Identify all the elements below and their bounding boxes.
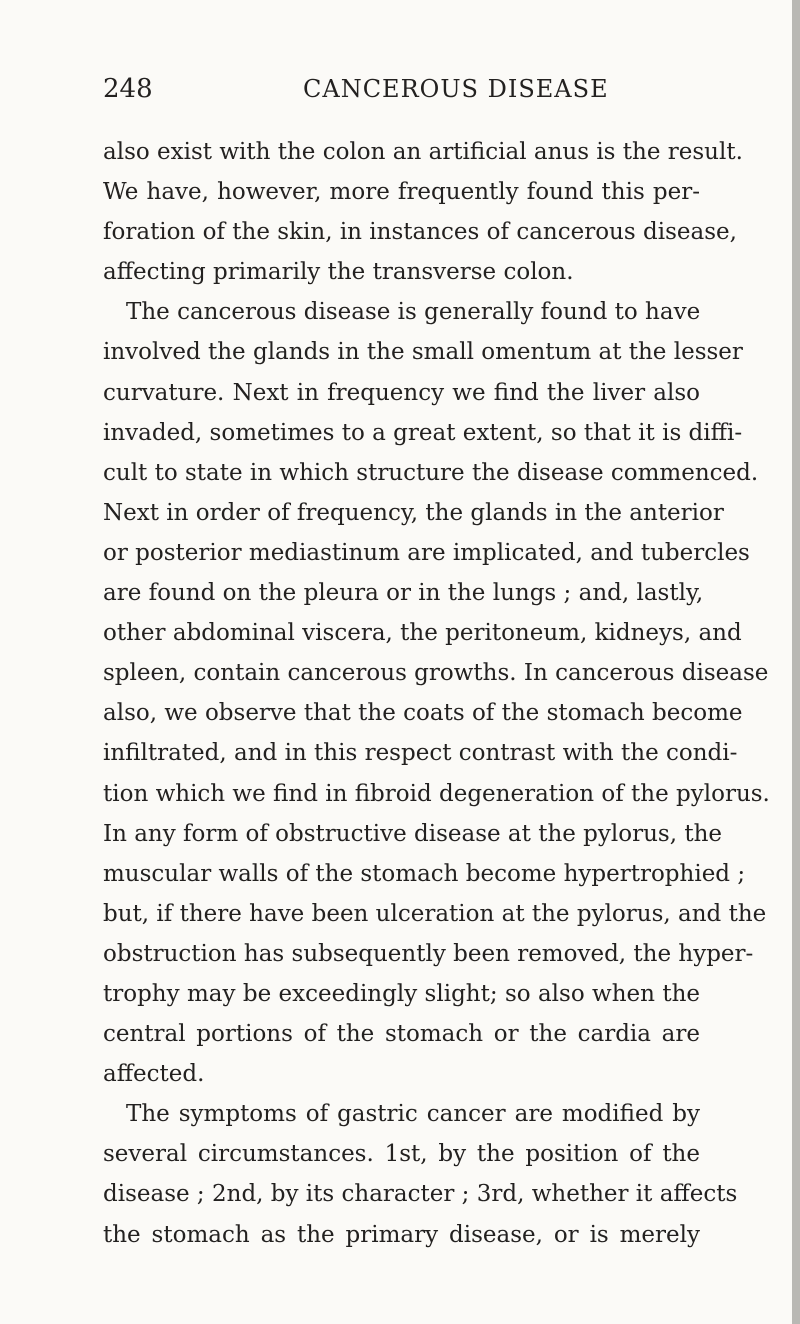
text-line: tion which we find in fibroid degeneration of the pylorus.	[103, 780, 770, 807]
text-line: curvature. Next in frequency we find the liver also	[103, 379, 700, 406]
page-edge-shadow	[792, 0, 800, 1324]
text-line: several circumstances. 1st, by the position of the	[103, 1141, 700, 1168]
text-line: also, we observe that the coats of the stomach become	[103, 700, 743, 727]
text-line: but, if there have been ulceration at the pylorus, and the	[103, 900, 767, 927]
body-text	[103, 132, 770, 1255]
text-line: muscular walls of the stomach become hypertrophied ;	[103, 860, 746, 887]
running-head: CANCEROUS DISEASE	[303, 75, 609, 103]
text-line: obstruction has subsequently been removed, the hyper-	[103, 940, 754, 967]
text-line: The cancerous disease is generally found to have	[126, 299, 701, 326]
text-line: involved the glands in the small omentum at the lesser	[103, 339, 743, 366]
text-line: disease ; 2nd, by its character ; 3rd, whether it affects	[103, 1181, 738, 1208]
text-line: In any form of obstructive disease at the pylorus, the	[103, 820, 723, 847]
page-header	[103, 74, 700, 114]
text-line: We have, however, more frequently found this per-	[103, 179, 700, 206]
text-line: spleen, contain cancerous growths. In cancerous disease	[103, 660, 769, 687]
text-line: The symptoms of gastric cancer are modified by	[126, 1101, 700, 1128]
text-line: cult to state in which structure the disease commenced.	[103, 459, 759, 486]
text-line: the stomach as the primary disease, or is merely	[103, 1221, 700, 1248]
page-number: 248	[103, 74, 153, 104]
text-line: other abdominal viscera, the peritoneum, kidneys, and	[103, 620, 742, 647]
text-line: affected.	[103, 1061, 205, 1088]
text-line: invaded, sometimes to a great extent, so that it is diffi-	[103, 419, 743, 446]
text-line: or posterior mediastinum are implicated, and tubercles	[103, 539, 750, 566]
text-line: affecting primarily the transverse colon.	[103, 259, 574, 286]
text-line: also exist with the colon an artificial anus is the result.	[103, 139, 743, 165]
text-line: Next in order of frequency, the glands in the anterior	[103, 499, 724, 526]
text-line: infiltrated, and in this respect contrast with the condi-	[103, 740, 738, 767]
text-line: trophy may be exceedingly slight; so also when the	[103, 980, 700, 1007]
text-line: central portions of the stomach or the cardia are	[103, 1021, 700, 1048]
text-line: are found on the pleura or in the lungs ; and, lastly,	[103, 580, 704, 607]
text-line: foration of the skin, in instances of cancerous disease,	[103, 219, 737, 246]
